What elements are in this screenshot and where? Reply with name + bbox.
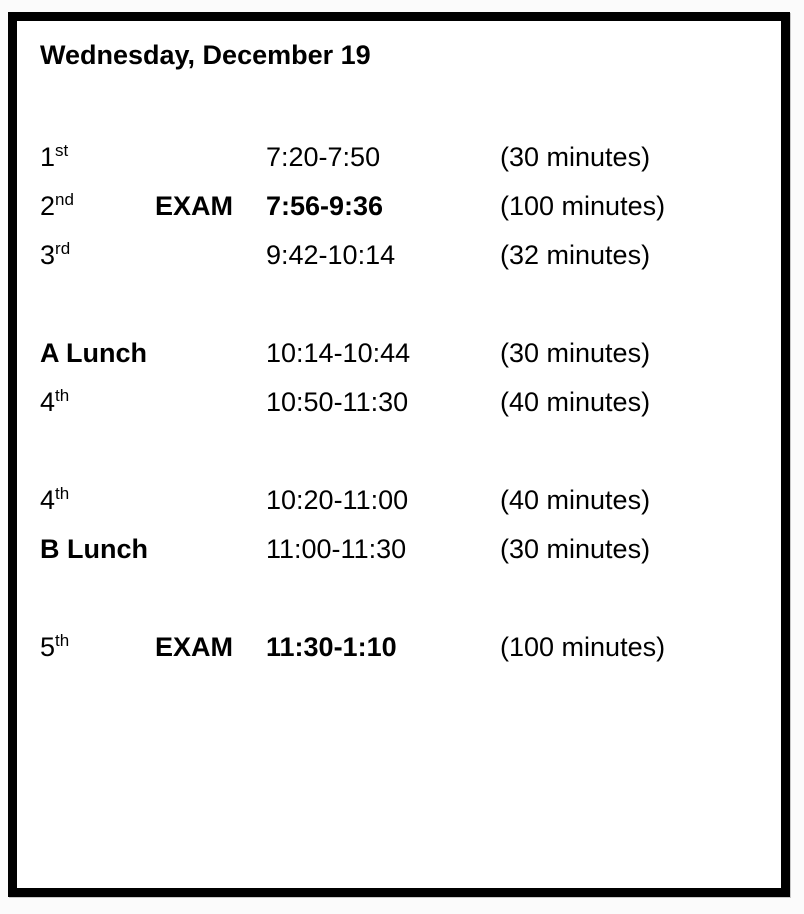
- schedule-row: [40, 133, 771, 182]
- period-cell: [40, 133, 155, 182]
- schedule-group-b-lunch: [40, 476, 771, 574]
- duration-cell: (40 minutes): [500, 485, 651, 515]
- period-cell: [40, 476, 155, 525]
- period-number: 3: [40, 240, 56, 270]
- exam-tag: EXAM: [155, 191, 234, 221]
- time-cell: 11:00-11:30: [266, 534, 407, 564]
- ordinal-suffix: st: [55, 141, 69, 160]
- exam-tag: EXAM: [155, 632, 234, 662]
- period-cell: [40, 378, 155, 427]
- time-cell: 10:50-11:30: [266, 387, 409, 417]
- schedule-row: [40, 623, 771, 672]
- duration-cell: (32 minutes): [500, 240, 651, 270]
- schedule-row: [40, 231, 771, 280]
- period-label: A Lunch: [40, 338, 147, 368]
- ordinal-suffix: rd: [55, 239, 71, 258]
- schedule-content: [17, 21, 781, 672]
- schedule-row: [40, 329, 771, 378]
- period-cell: [40, 182, 155, 231]
- schedule-row: [40, 378, 771, 427]
- schedule-group-morning: [40, 133, 771, 280]
- schedule-group-a-lunch: [40, 329, 771, 427]
- ordinal-suffix: th: [55, 484, 70, 503]
- time-cell: 7:20-7:50: [266, 142, 381, 172]
- duration-cell: (100 minutes): [500, 632, 666, 662]
- period-number: 1: [40, 142, 56, 172]
- period-number: 4: [40, 387, 56, 417]
- period-number: 4: [40, 485, 56, 515]
- period-cell: [40, 231, 155, 280]
- schedule-group-afternoon: [40, 623, 771, 672]
- schedule-box: [8, 12, 790, 897]
- schedule-table: [40, 133, 771, 672]
- time-cell: 11:30-1:10: [266, 632, 397, 662]
- period-number: 5: [40, 632, 56, 662]
- period-cell: [40, 329, 155, 378]
- duration-cell: (100 minutes): [500, 191, 666, 221]
- ordinal-suffix: th: [55, 386, 70, 405]
- period-label: B Lunch: [40, 534, 148, 564]
- schedule-row: [40, 182, 771, 231]
- time-cell: 10:14-10:44: [266, 338, 411, 368]
- time-cell: 7:56-9:36: [266, 191, 384, 221]
- ordinal-suffix: nd: [55, 190, 74, 209]
- page-title: Wednesday, December 19: [40, 40, 371, 70]
- schedule-row: [40, 476, 771, 525]
- duration-cell: (30 minutes): [500, 534, 651, 564]
- schedule-row: [40, 525, 771, 574]
- period-cell: [40, 623, 155, 672]
- time-cell: 10:20-11:00: [266, 485, 409, 515]
- period-cell: [40, 525, 155, 574]
- ordinal-suffix: th: [55, 631, 70, 650]
- period-number: 2: [40, 191, 56, 221]
- duration-cell: (40 minutes): [500, 387, 651, 417]
- time-cell: 9:42-10:14: [266, 240, 396, 270]
- duration-cell: (30 minutes): [500, 142, 651, 172]
- duration-cell: (30 minutes): [500, 338, 651, 368]
